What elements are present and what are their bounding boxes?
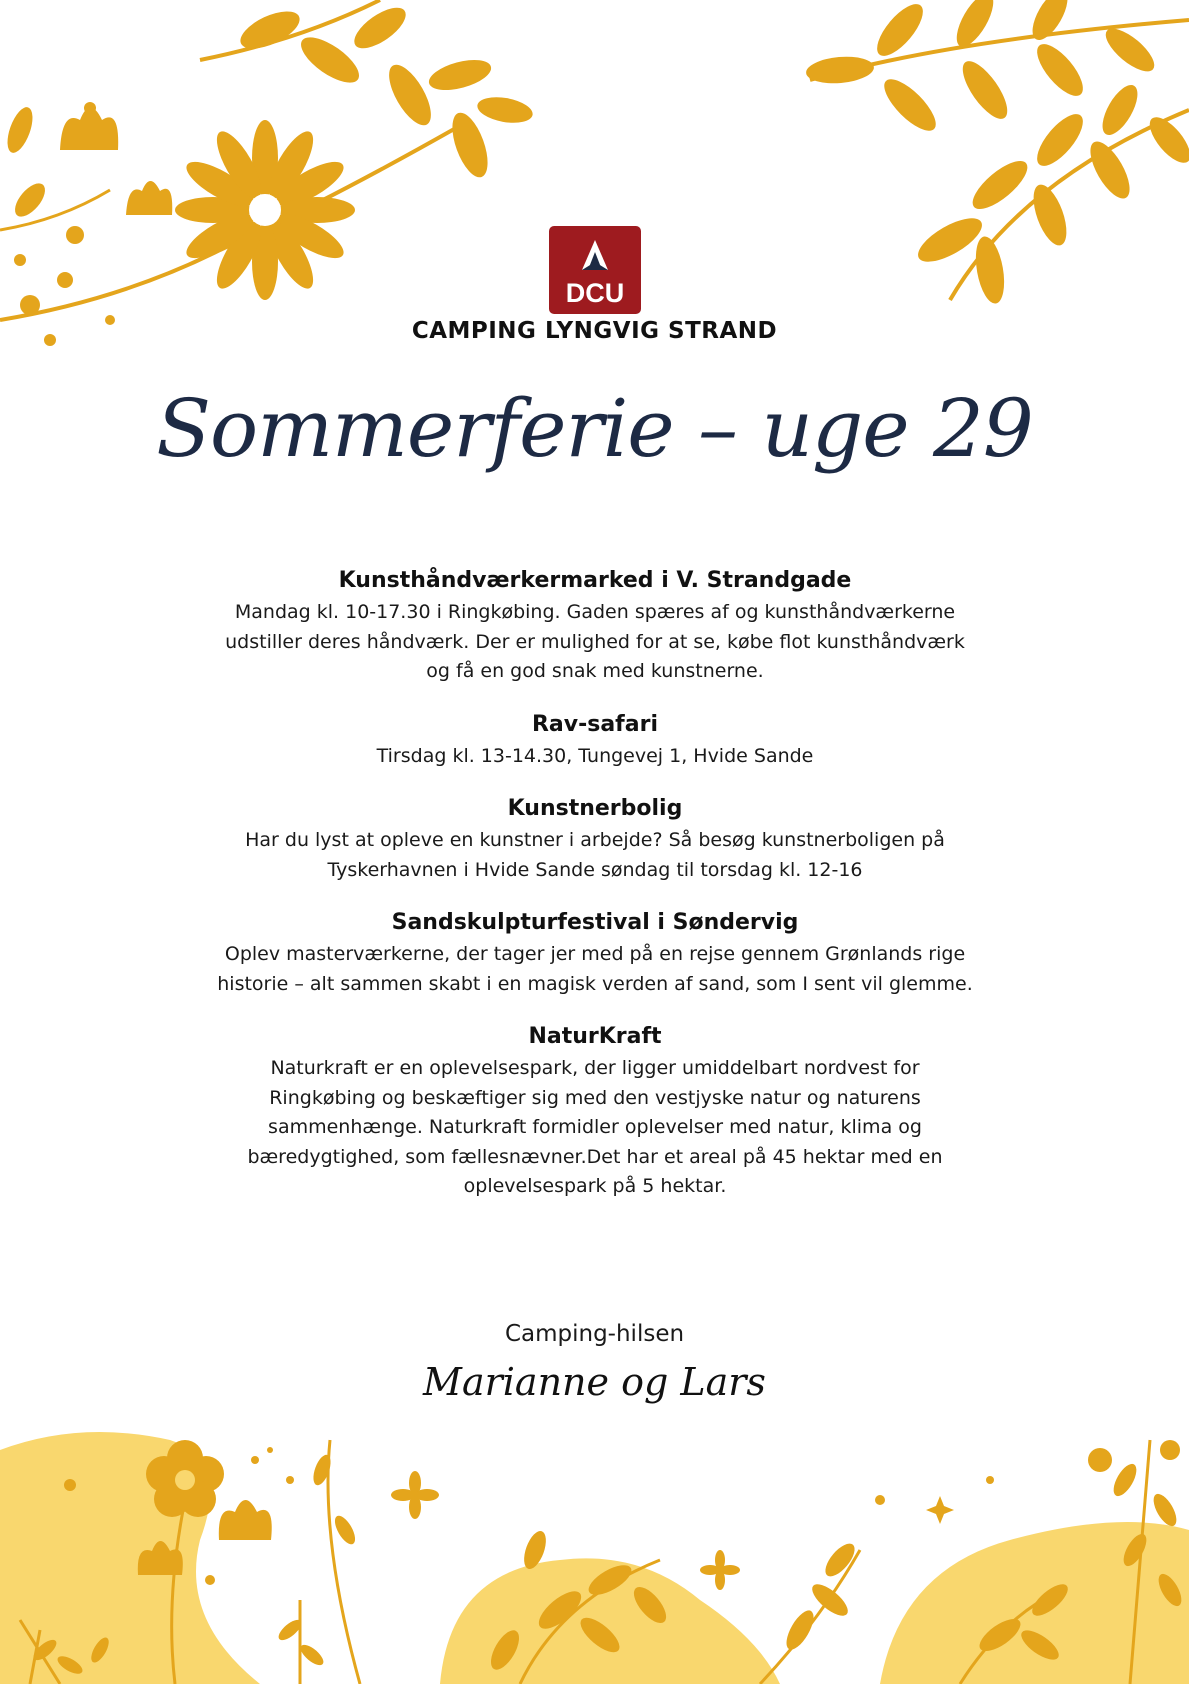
event-description-line: oplevelsespark på 5 hektar. [463, 1175, 727, 1197]
event-description-line: sammenhænge. Naturkraft formidler oplevelser med natur, klima og [268, 1116, 922, 1138]
event-description [120, 598, 1070, 687]
event-description-line: udstiller deres håndværk. Der er mulighed for at se, købe flot kunsthåndværk [225, 630, 965, 653]
event-title: NaturKraft [528, 1024, 662, 1049]
event-description [120, 826, 1070, 885]
event-description-line: Mandag kl. 10-17.30 i Ringkøbing. Gaden spæres af og kunsthåndværkerne [234, 601, 956, 623]
event-description-line: Ringkøbing og beskæftiger sig med den vestjyske natur og naturens [269, 1086, 921, 1109]
event-title: Sandskulpturfestival i Søndervig [391, 910, 799, 935]
page-title: Sommerferie – uge 29 [156, 382, 1033, 475]
event-description-line: Tirsdag kl. 13-14.30, Tungevej 1, Hvide Sande [376, 744, 814, 767]
event-description-line: bæredygtighed, som fællesnævner.Det har et areal på 45 hektar med en [247, 1145, 943, 1168]
event-description [120, 940, 1070, 999]
event-description-line: Har du lyst at opleve en kunstner i arbejde? Så besøg kunstnerboligen på [245, 829, 945, 851]
floral-decoration-bottom [0, 1420, 1189, 1684]
event-description-line: Naturkraft er en oplevelsespark, der ligger umiddelbart nordvest for [270, 1057, 920, 1079]
event-description [120, 742, 1070, 772]
event-title: Kunstnerbolig [507, 796, 683, 821]
event-sandskulpturfestival [120, 907, 1070, 999]
event-kunstnerbolig [120, 793, 1070, 885]
closing-greeting: Camping-hilsen [504, 1321, 685, 1347]
dcu-logo-text: DCU [565, 278, 624, 308]
event-title: Kunsthåndværkermarked i V. Strandgade [338, 568, 852, 593]
event-description-line: historie – alt sammen skabt i en magisk verden af sand, som I sent vil glemme. [217, 972, 973, 995]
event-list [120, 565, 1070, 1224]
signature: Marianne og Lars [423, 1360, 766, 1404]
event-description-line: Oplev masterværkerne, der tager jer med på en rejse gennem Grønlands rige [224, 943, 966, 965]
campsite-name: CAMPING LYNGVIG STRAND [411, 318, 778, 344]
event-naturkraft [120, 1021, 1070, 1202]
event-description [120, 1054, 1070, 1202]
event-rav-safari [120, 709, 1070, 772]
event-kunsthaandvaerkermarked [120, 565, 1070, 687]
dcu-logo [0, 226, 1189, 316]
event-title: Rav-safari [531, 711, 658, 737]
event-description-line: Tyskerhavnen i Hvide Sande søndag til torsdag kl. 12-16 [327, 858, 863, 881]
event-description-line: og få en god snak med kunstnerne. [426, 660, 764, 682]
